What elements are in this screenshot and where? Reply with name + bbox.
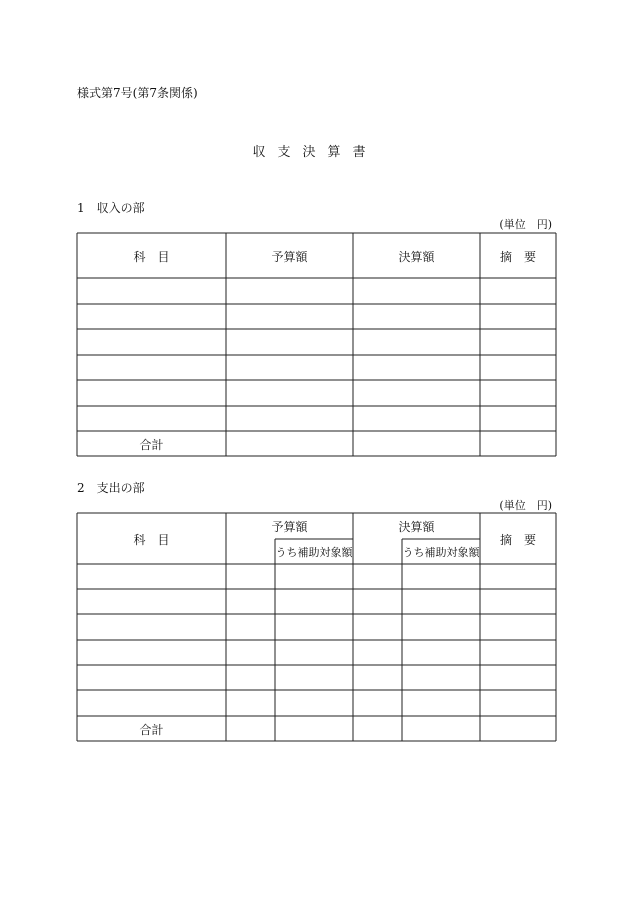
income-header-item: 科 目 — [133, 250, 170, 264]
expense-header-summary: 摘 要 — [499, 533, 536, 547]
document-title: 収支決算書 — [252, 145, 378, 160]
income-section-heading: 1 収入の部 — [77, 201, 145, 215]
expense-header-budget-subsidy: うち補助対象額 — [275, 546, 353, 559]
income-header-budget: 予算額 — [271, 250, 308, 264]
form-label: 様式第7号(第7条関係) — [77, 86, 198, 100]
income-header-summary: 摘 要 — [499, 250, 536, 264]
income-total-label: 合計 — [139, 438, 164, 452]
expense-section-heading: 2 支出の部 — [77, 481, 145, 495]
expense-header-settlement-subsidy: うち補助対象額 — [402, 546, 480, 559]
expense-header-budget: 予算額 — [271, 520, 308, 534]
expense-total-label: 合計 — [139, 723, 164, 737]
income-header-settlement: 決算額 — [398, 250, 435, 264]
expense-unit-label: (単位 円) — [499, 499, 552, 512]
income-unit-label: (単位 円) — [499, 218, 552, 231]
expense-header-settlement: 決算額 — [398, 520, 435, 534]
expense-header-item: 科 目 — [133, 533, 170, 547]
